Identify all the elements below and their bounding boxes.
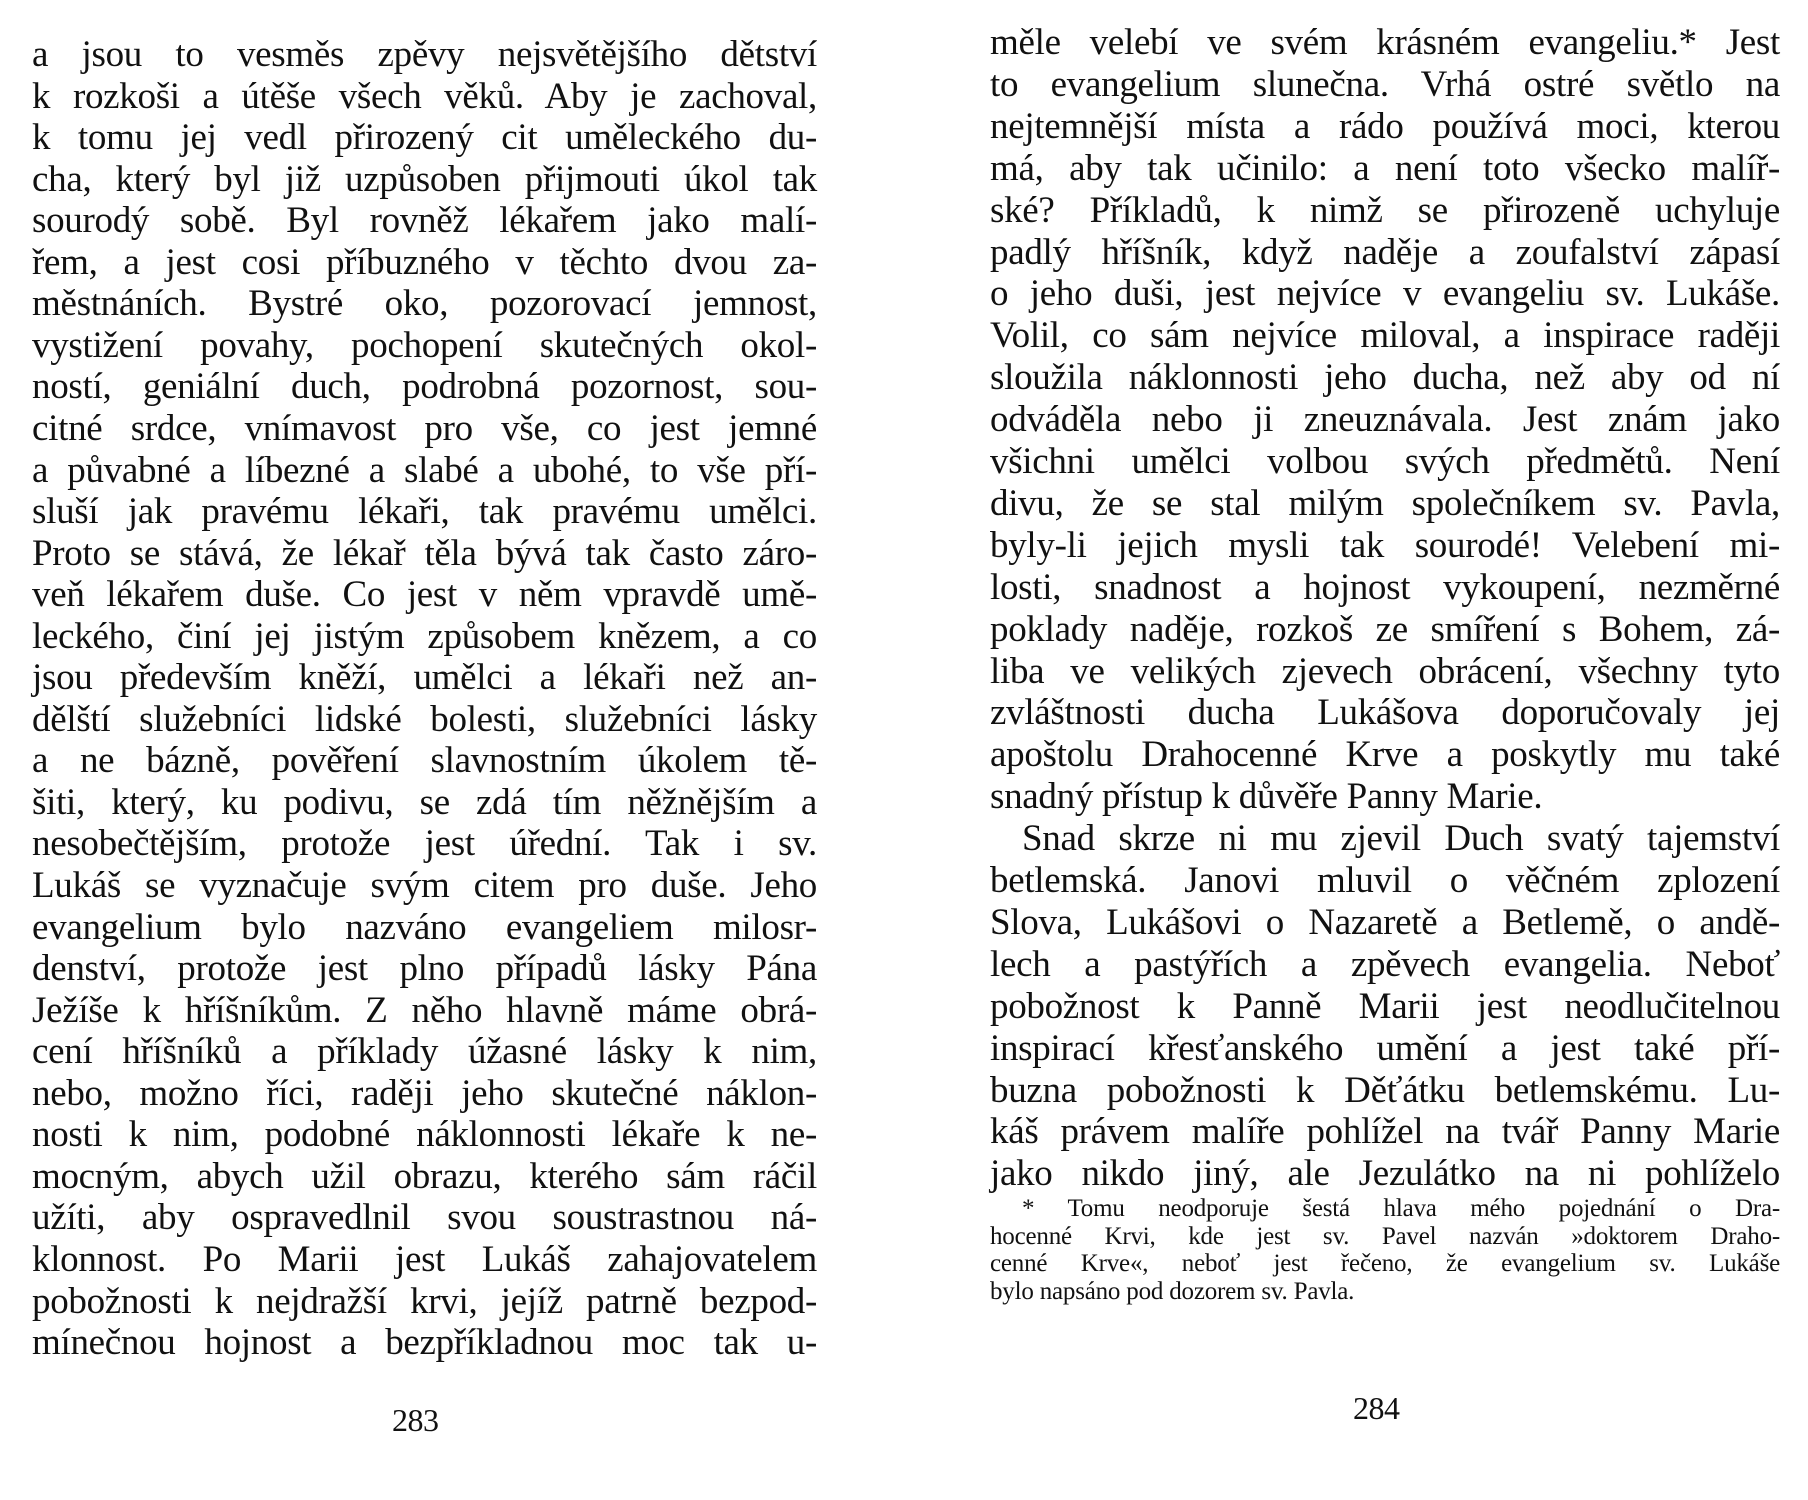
footnote-line: cenné Krve«, neboť jest řečeno, že evangelium sv. Lukáše	[990, 1250, 1780, 1277]
text-line: sluší jak pravému lékaři, tak pravému umělci.	[32, 491, 817, 533]
text-line: a ne bázně, pověření slavnostním úkolem tě-	[32, 740, 817, 782]
text-line: Slova, Lukášovi o Nazaretě a Betlemě, o andě-	[990, 901, 1780, 943]
text-line: poklady naděje, rozkoš ze smíření s Bohem, zá-	[990, 608, 1780, 650]
text-line: káš právem malíře pohlížel na tvář Panny Marie	[990, 1111, 1780, 1153]
text-line: buzna pobožnosti k Děťátku betlemskému. Lu-	[990, 1069, 1780, 1111]
text-line: sloužila náklonnosti jeho ducha, než aby od ní	[990, 357, 1780, 399]
text-line: snadný přístup k důvěře Panny Marie.	[990, 776, 1543, 818]
footnote-line: bylo napsáno pod dozorem sv. Pavla.	[990, 1277, 1355, 1305]
text-line: k tomu jej vedl přirozený cit uměleckého du-	[32, 117, 817, 159]
text-line: má, aby tak učinilo: a není toto všecko malíř-	[990, 147, 1780, 189]
text-line: Ježíše k hříšníkům. Z něho hlavně máme obrá-	[32, 989, 817, 1031]
text-line: jsou především kněží, umělci a lékaři než an-	[32, 657, 817, 699]
text-line: klonnost. Po Marii jest Lukáš zahajovatelem	[32, 1238, 817, 1280]
text-line: šiti, který, ku podivu, se zdá tím něžnějším a	[32, 781, 817, 823]
text-line: Proto se stává, že lékař těla bývá tak často záro-	[32, 532, 817, 574]
text-line: Snad skrze ni mu zjevil Duch svatý tajemství	[1022, 818, 1780, 860]
text-line: padlý hříšník, když naděje a zoufalství zápasí	[990, 231, 1780, 273]
text-line: vystižení povahy, pochopení skutečných okol-	[32, 324, 817, 366]
text-line: pobožnost k Panně Marii jest neodlučitelnou	[990, 985, 1780, 1027]
text-line: řem, a jest cosi příbuzného v těchto dvou za-	[32, 241, 817, 283]
text-line: losti, snadnost a hojnost vykoupení, nezměrné	[990, 566, 1780, 608]
footnote-line: * Tomu neodporuje šestá hlava mého pojednání o Dra-	[1022, 1195, 1780, 1222]
text-line: cení hříšníků a příklady úžasné lásky k nim,	[32, 1031, 817, 1073]
text-line: apoštolu Drahocenné Krve a poskytly mu také	[990, 734, 1780, 776]
text-line: Volil, co sám nejvíce miloval, a inspirace raději	[990, 315, 1780, 357]
text-line: lech a pastýřích a zpěvech evangelia. Neboť	[990, 943, 1780, 985]
text-line: užíti, aby ospravedlnil svou soustrastnou ná-	[32, 1197, 817, 1239]
text-line: Lukáš se vyznačuje svým citem pro duše. Jeho	[32, 865, 817, 906]
text-line: evangelium bylo nazváno evangeliem milosr-	[32, 906, 817, 948]
text-line: o jeho duši, jest nejvíce v evangeliu sv. Lukáše.	[990, 273, 1780, 315]
text-line: liba ve velikých zjevech obrácení, všechny tyto	[990, 650, 1780, 692]
text-line: a jsou to vesměs zpěvy nejsvětějšího dětství	[32, 34, 817, 75]
text-line: měle velebí ve svém krásném evangeliu.* Jest	[990, 22, 1780, 63]
text-line: betlemská. Janovi mluvil o věčném zplození	[990, 860, 1780, 901]
text-line: ské? Příkladů, k nimž se přirozeně uchyluje	[990, 189, 1780, 231]
text-line: dělští služebníci lidské bolesti, služebníci lásky	[32, 698, 817, 740]
text-line: k rozkoši a útěše všech věků. Aby je zachoval,	[32, 75, 817, 117]
text-line: cha, který byl již uzpůsoben přijmouti úkol tak	[32, 158, 817, 200]
text-line: inspirací křesťanského umění a jest také pří-	[990, 1027, 1780, 1069]
text-line: nebo, možno říci, raději jeho skutečné náklon-	[32, 1072, 817, 1114]
text-line: mocným, abych užil obrazu, kterého sám ráčil	[32, 1155, 817, 1197]
text-line: sourodý sobě. Byl rovněž lékařem jako malí-	[32, 200, 817, 242]
text-line: ností, geniální duch, podrobná pozornost, sou-	[32, 366, 817, 408]
text-line: to evangelium slunečna. Vrhá ostré světlo na	[990, 63, 1780, 105]
text-line: nosti k nim, podobné náklonnosti lékaře k ne-	[32, 1114, 817, 1156]
text-line: mínečnou hojnost a bezpříkladnou moc tak u-	[32, 1322, 817, 1364]
text-line: nesobečtějším, protože jest úřední. Tak i sv.	[32, 823, 817, 865]
text-line: leckého, činí jej jistým způsobem knězem, a co	[32, 615, 817, 657]
text-line: denství, protože jest plno případů lásky Pána	[32, 948, 817, 990]
text-line: jako nikdo jiný, ale Jezulátko na ni pohlíželo	[990, 1153, 1780, 1195]
right-page	[904, 0, 1808, 1500]
text-line: městnáních. Bystré oko, pozorovací jemnost,	[32, 283, 817, 325]
text-line: veň lékařem duše. Co jest v něm vpravdě umě-	[32, 574, 817, 616]
text-line: a půvabné a líbezné a slabé a ubohé, to vše pří-	[32, 449, 817, 491]
text-line: všichni umělci volbou svých předmětů. Není	[990, 441, 1780, 482]
footnote-line: hocenné Krvi, kde jest sv. Pavel nazván »doktorem Draho-	[990, 1222, 1780, 1250]
page-number-left: 283	[392, 1402, 439, 1438]
text-line: odváděla nebo ji zneuznávala. Jest znám jako	[990, 399, 1780, 441]
text-line: nejtemnější místa a rádo používá moci, kterou	[990, 105, 1780, 147]
text-line: zvláštnosti ducha Lukášova doporučovaly jej	[990, 692, 1780, 734]
page-number-right: 284	[1353, 1390, 1400, 1426]
text-line: citné srdce, vnímavost pro vše, co jest jemné	[32, 407, 817, 449]
text-line: byly-li jejich mysli tak sourodé! Velebení mi-	[990, 524, 1780, 566]
text-line: pobožnosti k nejdražší krvi, jejíž patrně bezpod-	[32, 1280, 817, 1322]
text-line: divu, že se stal milým společníkem sv. Pavla,	[990, 482, 1780, 524]
